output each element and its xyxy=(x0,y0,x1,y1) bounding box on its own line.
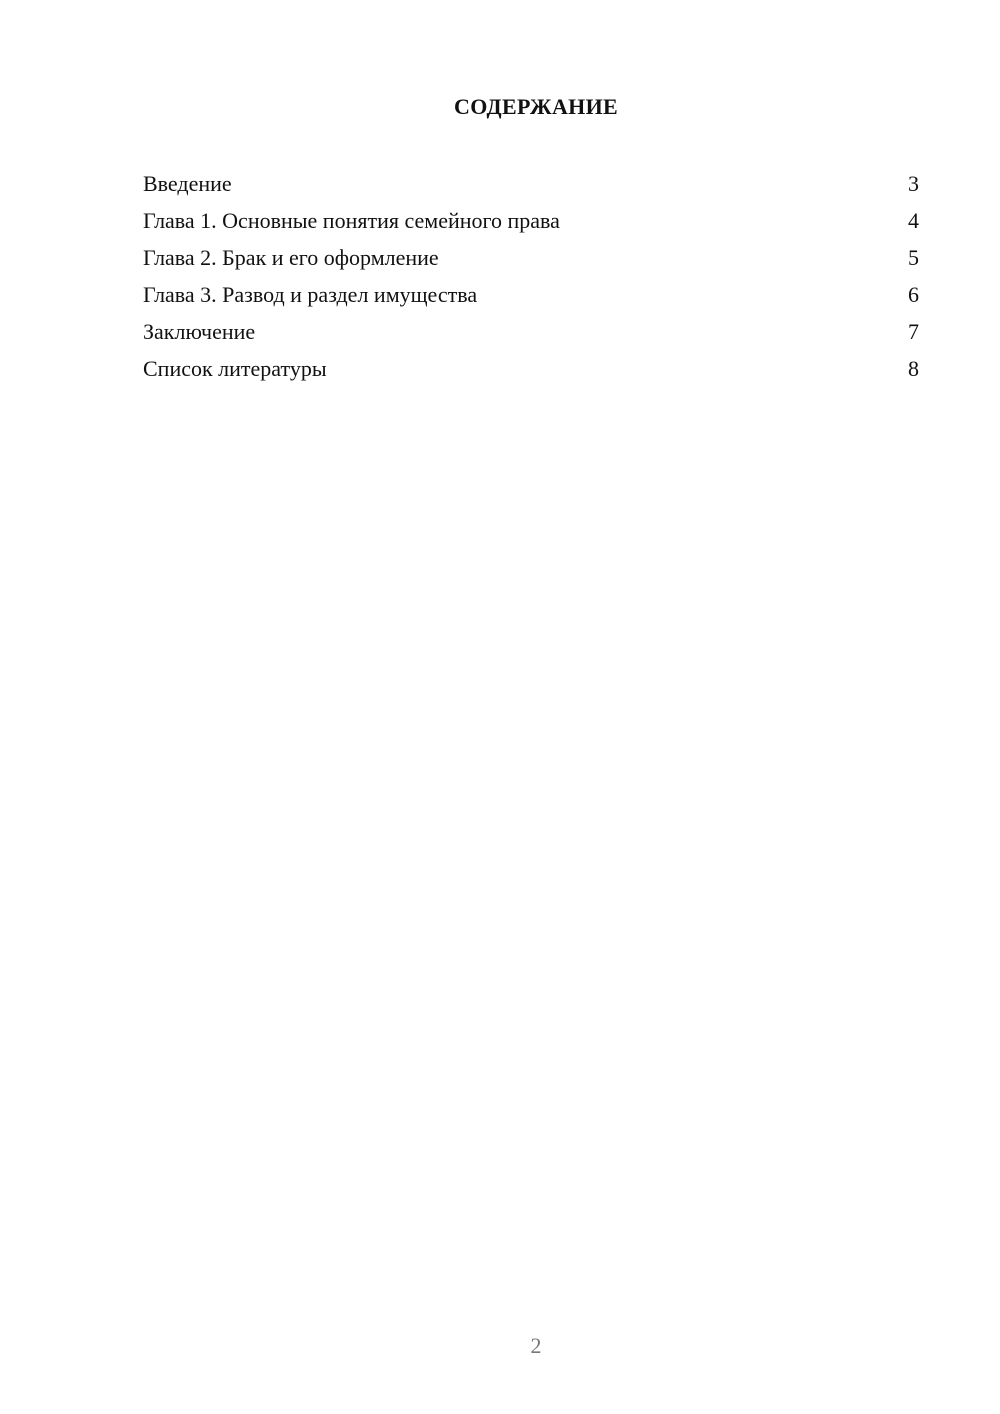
toc-entry-chapter-3 xyxy=(143,279,919,316)
toc-entry-references xyxy=(143,353,919,390)
toc-entry-chapter-2 xyxy=(143,242,919,279)
toc-entry-introduction xyxy=(143,168,919,205)
toc-entry-page: 6 xyxy=(908,282,919,307)
toc-entry-label: Список литературы xyxy=(143,356,327,381)
toc-entry-label: Заключение xyxy=(143,319,256,344)
toc-entry-page: 8 xyxy=(908,356,919,381)
toc-entry-label: Глава 1. Основные понятия семейного права xyxy=(143,208,560,233)
toc-entry-page: 3 xyxy=(908,171,919,196)
toc-entry-chapter-1 xyxy=(143,205,919,242)
toc-entry-page: 5 xyxy=(908,245,919,270)
page-number: 2 xyxy=(530,1333,542,1358)
table-of-contents xyxy=(143,168,919,390)
toc-title: СОДЕРЖАНИЕ xyxy=(454,94,618,119)
toc-entry-label: Введение xyxy=(143,171,232,196)
toc-entry-page: 4 xyxy=(908,208,919,233)
toc-entry-label: Глава 3. Развод и раздел имущества xyxy=(143,282,478,307)
toc-entry-label: Глава 2. Брак и его оформление xyxy=(143,245,439,270)
toc-entry-conclusion xyxy=(143,316,919,353)
toc-entry-page: 7 xyxy=(908,319,919,344)
